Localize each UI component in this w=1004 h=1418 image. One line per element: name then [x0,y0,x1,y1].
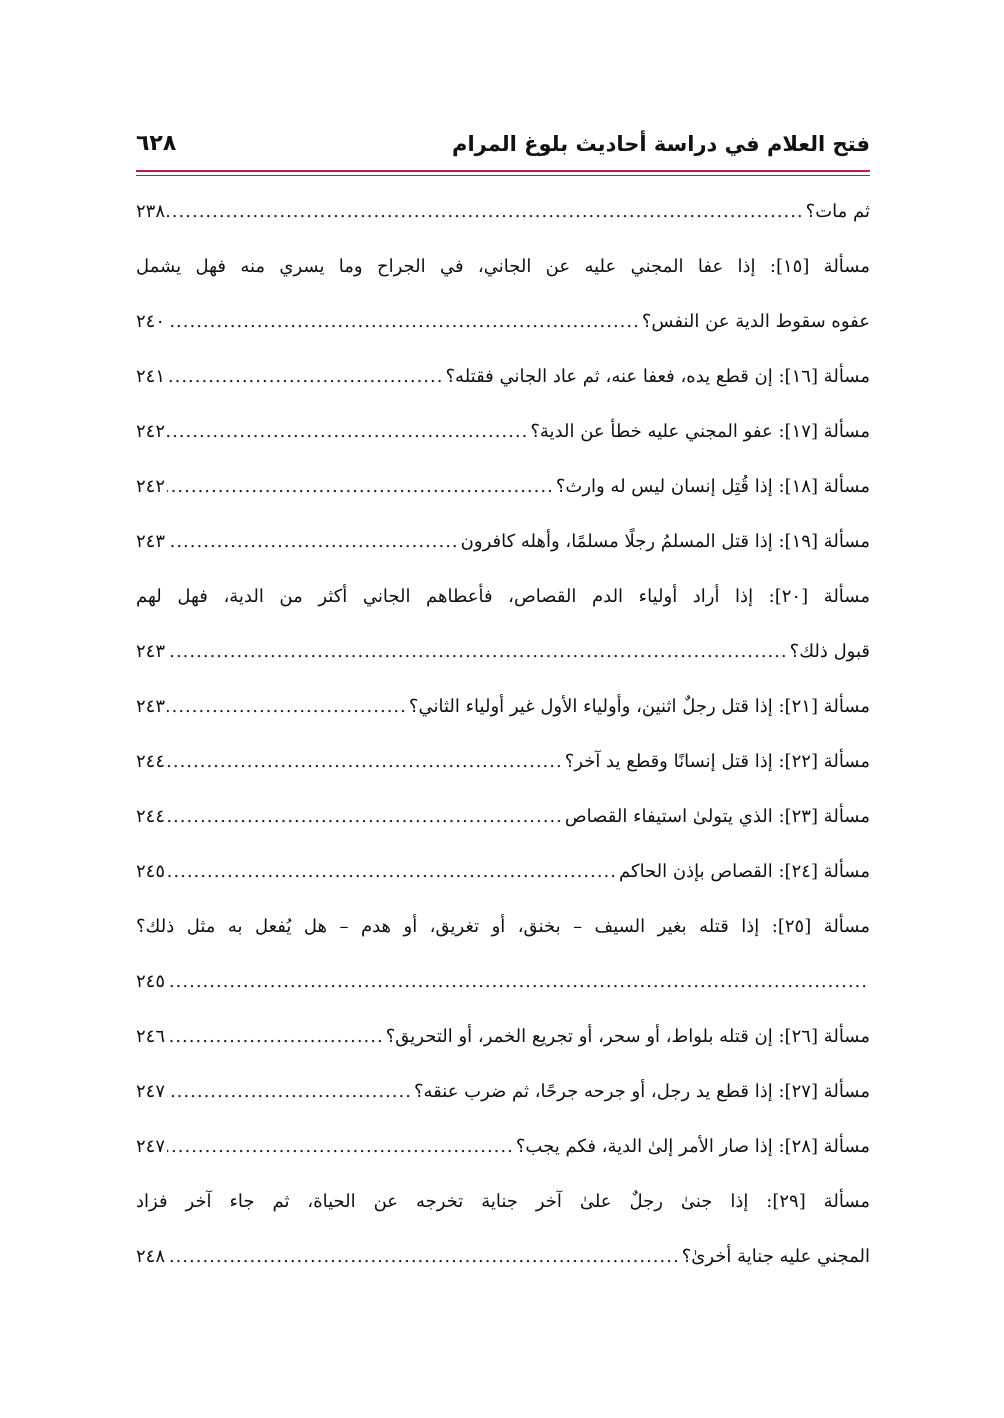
leader-dots [167,1246,680,1267]
toc-entry-text: مسألة [١٩]: إذا قتل المسلمُ رجلًا مسلمًا، وأهله كافرون [460,531,870,552]
toc-entry-text: مسألة [٢٤]: القصاص بإذن الحاكم [619,861,870,882]
toc-line [136,844,870,899]
toc-line [136,1229,870,1284]
toc-entry-text: مسألة [٢٥]: إذا قتله بغير السيف – بخنق، أو تغريق، أو هدم – هل يُفعل به مثل ذلك؟ [136,916,870,937]
toc-entry-text: مسألة [١٦]: إن قطع يده، فعفا عنه، ثم عاد الجاني فقتله؟ [445,366,870,387]
leader-dots [167,531,459,552]
toc-entry-text: مسألة [٢٨]: إذا صار الأمر إلىٰ الدية، فكم يجب؟ [515,1136,870,1157]
toc-entry-text: مسألة [٢٧]: إذا قطع يد رجل، أو جرحه جرحًا، ثم ضرب عنقه؟ [413,1081,870,1102]
leader-dots [167,861,617,882]
leader-dots [167,971,868,992]
toc-line [136,239,870,294]
toc-page-number: ٢٤٧ [136,1081,166,1102]
toc-page-number: ٢٤٢ [136,421,166,442]
book-title: فتح العلام في دراسة أحاديث بلوغ المرام [452,132,870,156]
page-header [136,124,870,164]
toc-line [136,1174,870,1229]
toc-page-number: ٢٤٣ [136,641,166,662]
leader-dots [167,421,528,442]
toc-line [136,679,870,734]
toc-page-number: ٢٤٣ [136,696,166,717]
toc-line [136,734,870,789]
toc-line [136,404,870,459]
header-rule-thin [136,175,870,176]
toc-entry-text: مسألة [٢٩]: إذا جنىٰ رجلٌ علىٰ آخر جناية تخرجه عن الحياة، ثم جاء آخر فزاد [136,1191,870,1212]
toc-line [136,184,870,239]
toc-page-number: ٢٤٢ [136,476,166,497]
toc-entry-text: مسألة [٢١]: إذا قتل رجلٌ اثنين، وأولياء الأول غير أولياء الثاني؟ [408,696,870,717]
toc-page-number: ٢٤٣ [136,531,166,552]
toc-line [136,624,870,679]
header-rule-thick [136,170,870,172]
toc-entry-text: المجني عليه جناية أخرىٰ؟ [681,1246,870,1267]
toc-line [136,1009,870,1064]
toc-line [136,1119,870,1174]
toc-entry-text: مسألة [٢٢]: إذا قتل إنسانًا وقطع يد آخر؟ [564,751,870,772]
toc-line [136,789,870,844]
toc-entry-text: مسألة [٢٦]: إن قتله بلواط، أو سحر، أو تجريع الخمر، أو التحريق؟ [385,1026,870,1047]
toc-line [136,954,870,1009]
leader-dots [167,476,554,497]
toc-page-number: ٢٤٤ [136,751,166,772]
toc-page-number: ٢٤٨ [136,1246,166,1267]
leader-dots [167,1081,412,1102]
toc-entry-text: مسألة [١٧]: عفو المجني عليه خطأ عن الدية؟ [530,421,870,442]
leader-dots [167,366,443,387]
table-of-contents [136,184,870,1284]
toc-page-number: ٢٣٨ [136,201,166,222]
toc-line [136,1064,870,1119]
toc-page-number: ٢٤٧ [136,1136,166,1157]
toc-page-number: ٢٤٥ [136,971,166,992]
toc-page-number: ٢٤٥ [136,861,166,882]
toc-entry-text: مسألة [١٥]: إذا عفا المجني عليه عن الجاني، في الجراح وما يسري منه فهل يشمل [136,256,870,277]
toc-line [136,349,870,404]
leader-dots [167,201,804,222]
leader-dots [167,311,640,332]
leader-dots [167,1026,384,1047]
toc-line [136,899,870,954]
toc-line [136,459,870,514]
toc-page-number: ٢٤٠ [136,311,166,332]
leader-dots [167,696,407,717]
toc-entry-text: مسألة [٢٠]: إذا أراد أولياء الدم القصاص، فأعطاهم الجاني أكثر من الدية، فهل لهم [136,586,870,607]
toc-page-number: ٢٤٤ [136,806,166,827]
leader-dots [167,1136,514,1157]
leader-dots [167,751,563,772]
toc-page-number: ٢٤٦ [136,1026,166,1047]
toc-page-number: ٢٤١ [136,366,166,387]
toc-line [136,514,870,569]
toc-line [136,294,870,349]
leader-dots [167,806,563,827]
toc-entry-text: عفوه سقوط الدية عن النفس؟ [641,311,870,332]
leader-dots [167,641,788,662]
toc-entry-text: قبول ذلك؟ [789,641,870,662]
toc-entry-text: مسألة [١٨]: إذا قُتِل إنسان ليس له وارث؟ [555,476,870,497]
toc-entry-text: مسألة [٢٣]: الذي يتولىٰ استيفاء القصاص [564,806,870,827]
page-number: ٦٢٨ [136,131,177,156]
toc-line [136,569,870,624]
toc-entry-text: ثم مات؟ [805,201,870,222]
